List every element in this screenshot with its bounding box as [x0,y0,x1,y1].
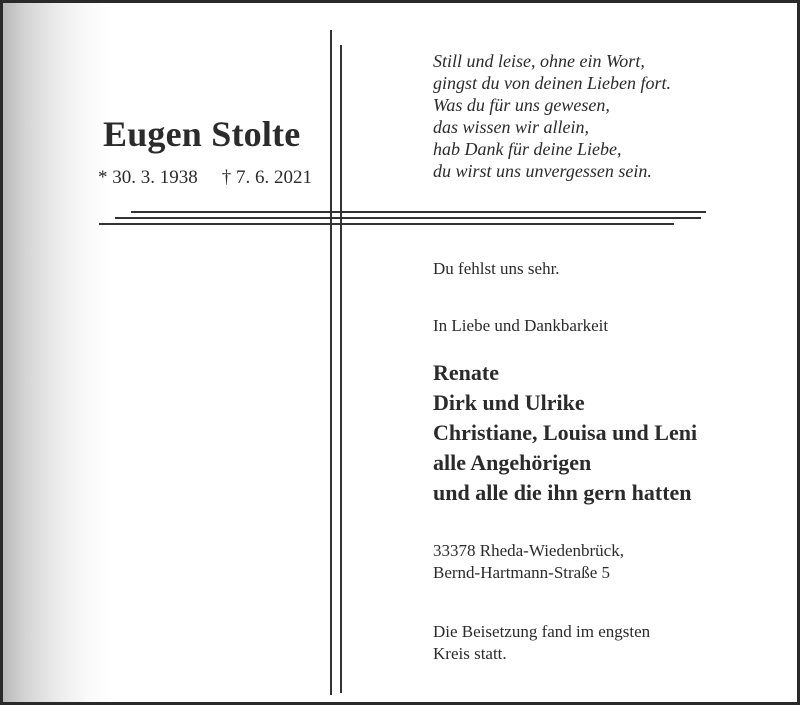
family-line: Christiane, Louisa und Leni [433,420,698,445]
cross-vertical-line-right [340,45,342,693]
family-line: Renate [433,360,499,385]
funeral-note-line1: Die Beisetzung fand im engsten [433,622,651,641]
life-dates [98,167,312,189]
cross-horizontal-line-middle [115,217,701,219]
poem-line: Still und leise, ohne ein Wort, [433,51,645,71]
poem-line: das wissen wir allein, [433,117,590,137]
poem-line: gingst du von deinen Lieben fort. [433,73,671,93]
closing-text: In Liebe und Dankbarkeit [433,316,609,335]
funeral-note-line2: Kreis statt. [433,644,507,663]
family-line: und alle die ihn gern hatten [433,480,692,505]
address-street: Bernd-Hartmann-Straße 5 [433,563,611,582]
address-city: 33378 Rheda-Wiedenbrück, [433,541,624,560]
family-signatures [433,358,697,508]
poem-line: Was du für uns gewesen, [433,95,610,115]
birth-date: * 30. 3. 1938 [98,167,198,188]
memorial-poem [433,50,671,182]
cross-horizontal-line-bottom [99,223,674,225]
poem-line: du wirst uns unvergessen sein. [433,161,652,181]
deceased-name: Eugen Stolte [103,114,301,154]
poem-line: hab Dank für deine Liebe, [433,139,622,159]
message-text: Du fehlst uns sehr. [433,259,560,278]
family-line: alle Angehörigen [433,450,592,475]
cross-vertical-line-left [330,30,332,695]
death-date: † 7. 6. 2021 [221,167,312,188]
cross-horizontal-line-top [131,211,706,213]
family-line: Dirk und Ulrike [433,390,585,415]
